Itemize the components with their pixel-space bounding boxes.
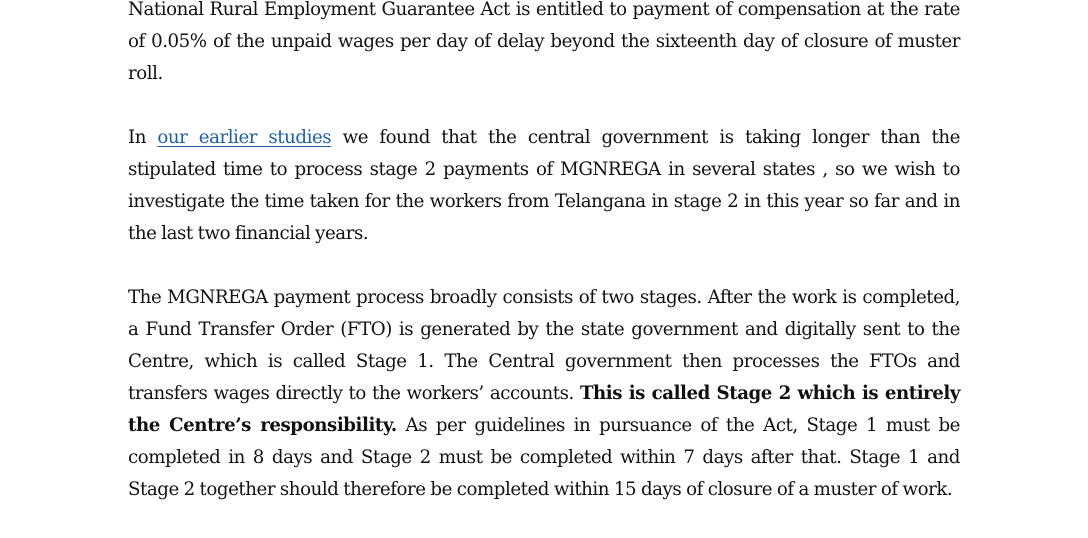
paragraph-compensation-text: National Rural Employment Guarantee Act is entitled to payment of compensation at the rate of 0.05% of the unpaid wages per day of delay beyond the sixteenth day of closure of muster roll.: [128, 0, 960, 84]
document-body: [128, 0, 960, 538]
paragraph-payment-process: [128, 282, 960, 506]
paragraph-earlier-studies: [128, 122, 960, 250]
paragraph-earlier-studies-suffix: we found that the central government is taking longer than the stipulated time to process stage 2 payments of MGNREGA in several states , so we wish to investigate the time taken for the workers from Telangana in stage 2 in this year so far and in the last two financial years.: [128, 127, 960, 244]
stage-2-responsibility-bold: This is called Stage 2 which is entirely the Centre’s responsibility.: [128, 383, 960, 436]
paragraph-payment-process-text-before: The MGNREGA payment process broadly consists of two stages. After the work is completed, a Fund Transfer Order (FTO) is generated by the state government and digitally sent to the Centre, which is called Stage 1. The Central government then processes the FTOs and transfers wages directly to the workers’ accounts.: [128, 287, 960, 404]
paragraph-payment-process-text-after: As per guidelines in pursuance of the Act, Stage 1 must be completed in 8 days and Stage 2 must be completed within 7 days after that. Stage 1 and Stage 2 together should therefore be completed within 15 days of closure of a muster of work.: [128, 415, 960, 500]
earlier-studies-link[interactable]: our earlier studies: [157, 127, 332, 148]
paragraph-compensation: [128, 0, 960, 90]
paragraph-earlier-studies-prefix: In: [128, 127, 158, 148]
